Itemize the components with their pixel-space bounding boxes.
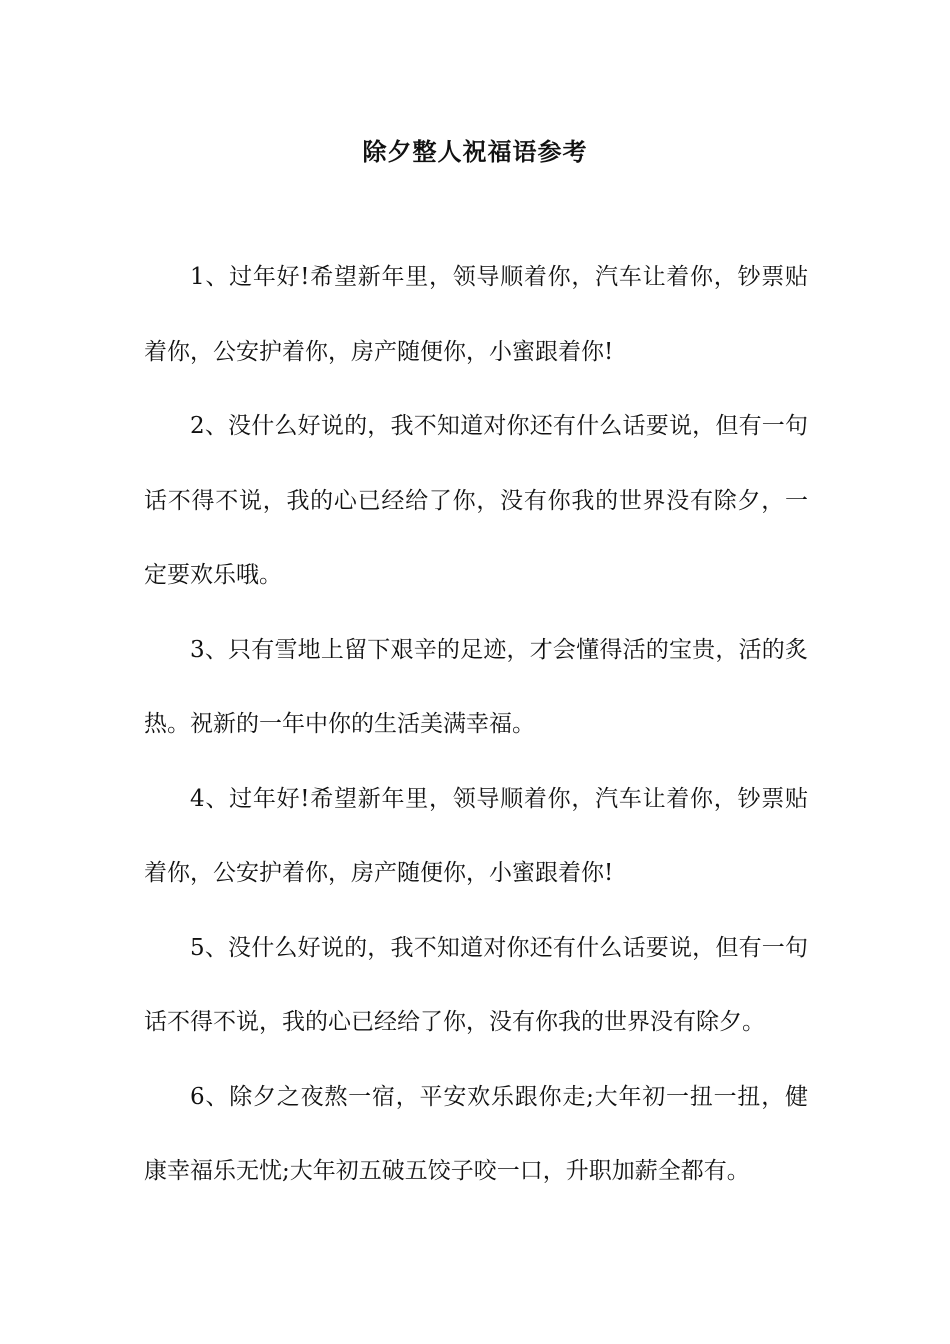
paragraph-1: 1、过年好!希望新年里，领导顺着你，汽车让着你，钞票贴着你，公安护着你，房产随便你，小蜜跟着你! (144, 264, 808, 365)
paragraph-6: 6、除夕之夜熬一宿，平安欢乐跟你走;大年初一扭一扭，健康幸福乐无忧;大年初五破五饺子咬一口，升职加薪全都有。 (144, 1083, 808, 1184)
paragraph-4: 4、过年好!希望新年里，领导顺着你，汽车让着你，钞票贴着你，公安护着你，房产随便你，小蜜跟着你! (144, 785, 808, 886)
paragraph-3: 3、只有雪地上留下艰辛的足迹，才会懂得活的宝贵，活的炙热。祝新的一年中你的生活美满幸福。 (144, 636, 808, 737)
document-title: 除夕整人祝福语参考 (362, 137, 588, 166)
document-body (144, 240, 808, 1209)
paragraph-5: 5、没什么好说的，我不知道对你还有什么话要说，但有一句话不得不说，我的心已经给了你，没有你我的世界没有除夕。 (144, 934, 808, 1035)
paragraph-2: 2、没什么好说的，我不知道对你还有什么话要说，但有一句话不得不说，我的心已经给了你，没有你我的世界没有除夕，一定要欢乐哦。 (144, 413, 808, 588)
